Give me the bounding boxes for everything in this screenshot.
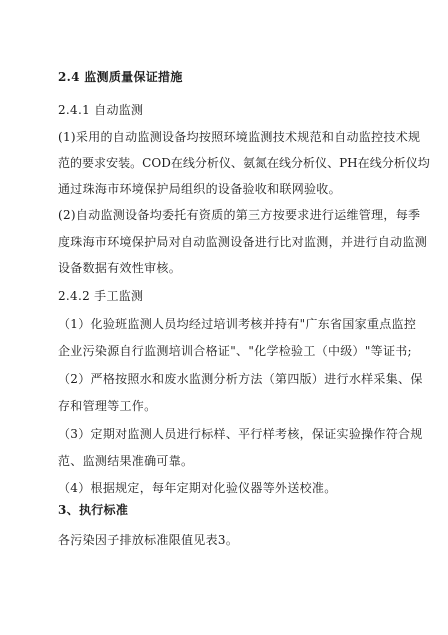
manual-paragraph-3-line-2: 范、监测结果准确可靠。 (58, 454, 194, 468)
auto-paragraph-1-line-3: 通过珠海市环境保护局组织的设备验收和联网验收。 (58, 182, 341, 196)
manual-paragraph-4-line-1: （4）根据规定，每年定期对化验仪器等外送校准。 (58, 481, 337, 495)
section-heading-3: 3、执行标准 (58, 503, 129, 517)
auto-paragraph-1-line-2: 范的要求安装。COD在线分析仪、氨氮在线分析仪、PH在线分析仪均 (58, 156, 430, 170)
subsection-heading-2-4-1: 2.4.1 自动监测 (58, 103, 144, 117)
subsection-heading-2-4-2: 2.4.2 手工监测 (58, 289, 144, 303)
manual-paragraph-1-line-1: （1）化验班监测人员均经过培训考核并持有"广东省国家重点监控 (58, 317, 417, 331)
manual-paragraph-2-line-1: （2）严格按照水和废水监测分析方法（第四版）进行水样采集、保 (58, 372, 423, 386)
section-heading-2-4: 2.4 监测质量保证措施 (58, 70, 183, 84)
auto-paragraph-2-line-3: 设备数据有效性审核。 (58, 261, 182, 275)
manual-paragraph-3-line-1: （3）定期对监测人员进行标样、平行样考核，保证实验操作符合规 (58, 427, 423, 441)
auto-paragraph-1-line-1: (1)采用的自动监测设备均按照环境监测技术规范和自动监控技术规 (58, 130, 421, 144)
auto-paragraph-2-line-2: 度珠海市环境保护局对自动监测设备进行比对监测，并进行自动监测 (58, 235, 428, 249)
auto-paragraph-2-line-1: (2)自动监测设备均委托有资质的第三方按要求进行运维管理，每季 (58, 208, 421, 222)
manual-paragraph-1-line-2: 企业污染源自行监测培训合格证"、"化学检验工（中级）"等证书; (58, 344, 412, 358)
manual-paragraph-2-line-2: 存和管理等工作。 (58, 399, 157, 413)
section-3-line-1: 各污染因子排放标准限值见表3。 (58, 533, 239, 547)
